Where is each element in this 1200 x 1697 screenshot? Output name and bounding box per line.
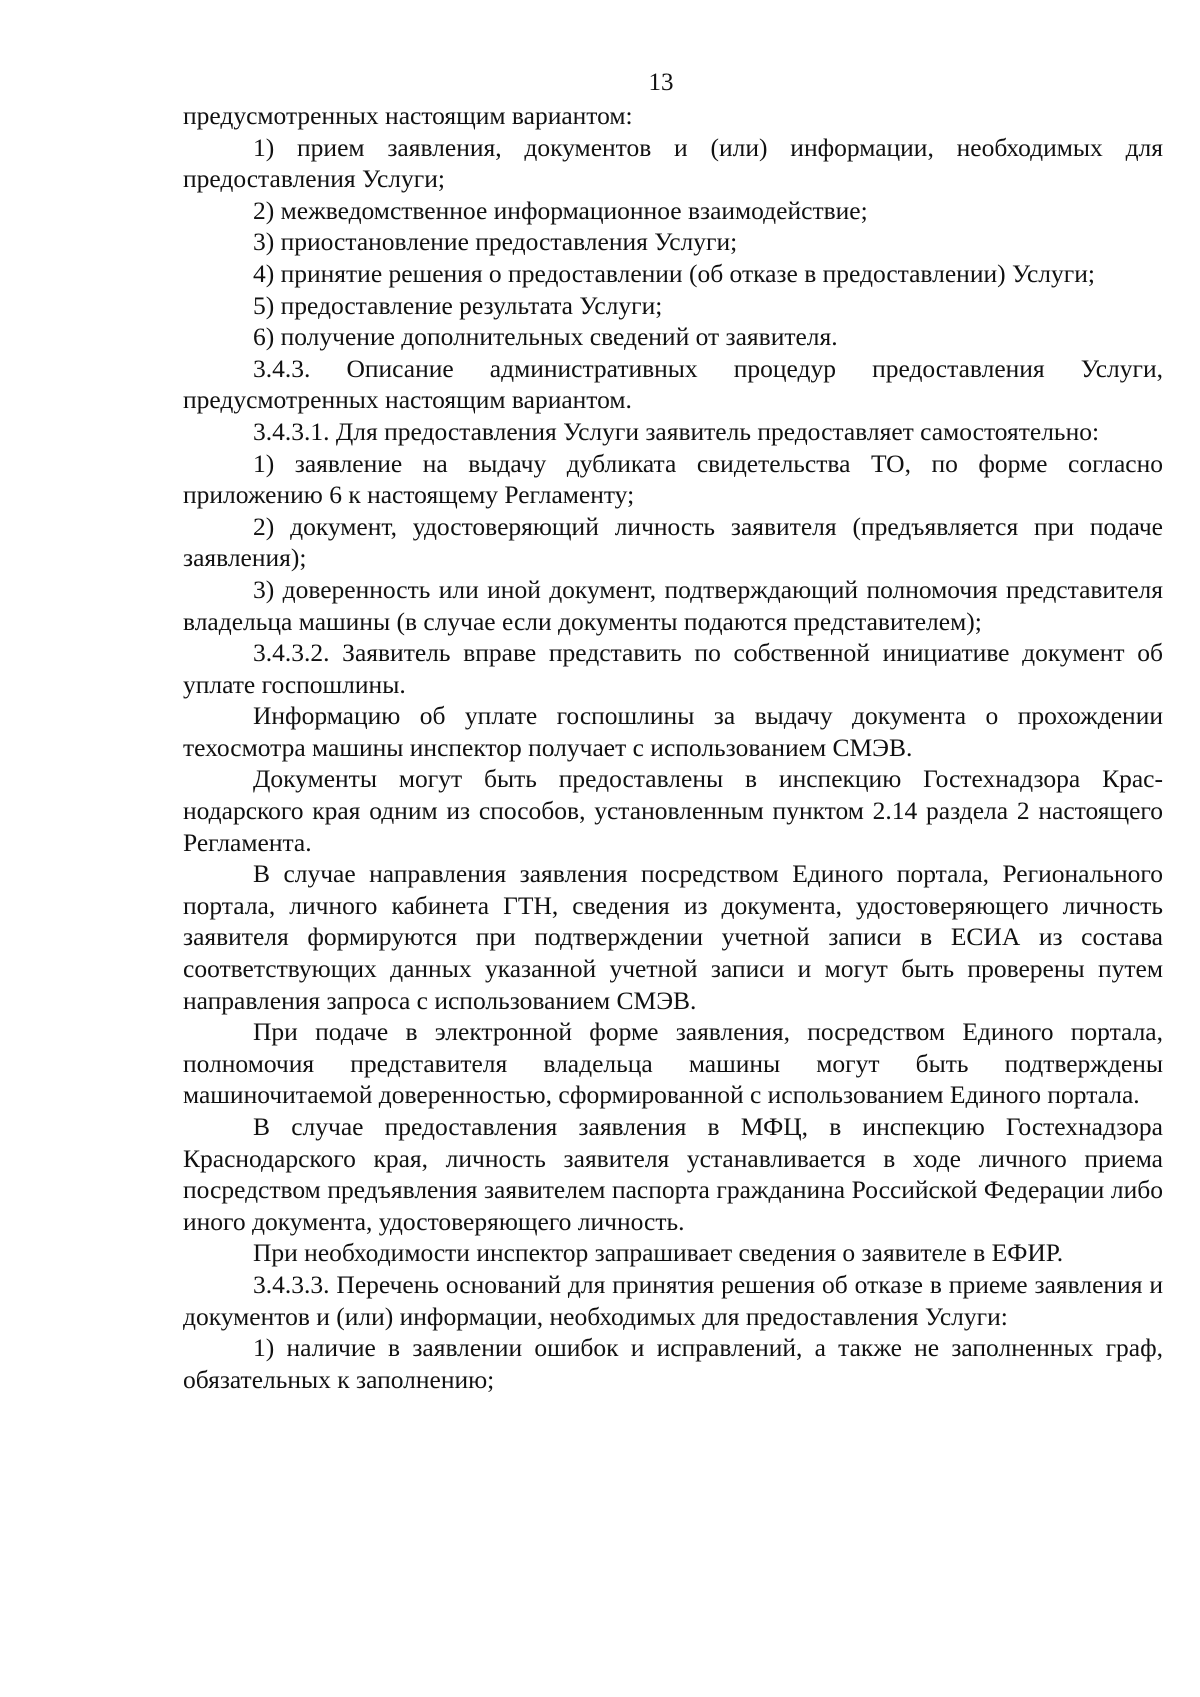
paragraph-section-3-4-3-3: 3.4.3.3. Перечень оснований для принятия решения об отказе в приеме заявления и документов и (или) информации, необходимых для предоставления Услуги: — [183, 1269, 1163, 1331]
paragraph-section-3-4-3-1: 3.4.3.1. Для предоставления Услуги заявитель предоставляет самостоятельно: — [253, 416, 1100, 446]
paragraph-section-3-4-3-2: 3.4.3.2. Заявитель вправе представить по собственной инициативе документ об уплате госпошлины. — [183, 638, 1163, 699]
paragraph-efir-request: При необходимости инспектор запрашивает сведения о заявителе в ЕФИР. — [253, 1238, 1064, 1268]
paragraph-fee-info: Информацию об уплате госпошлины за выдачу документа о прохождении техосмотра машины инспектор получает с использованием СМЭВ. — [183, 701, 1163, 762]
document-body — [183, 100, 1163, 1395]
paragraph-item-suspension: 3) приостановление предоставления Услуги; — [253, 227, 738, 257]
paragraph-portal-identity: В случае направления заявления посредством Единого портала, Регионального портала, личного кабинета ГТН, сведения из документа, удостоверяющего личность заявителя формируются при подтверждении учетной записи в ЕСИА из состава соответствующих данных указанной учетной записи и могут быть проверены путем направления запроса с использованием СМЭВ. — [183, 859, 1163, 1015]
paragraph-item-reception: 1) прием заявления, документов и (или) информации, необходимых для предоставления Услуги; — [183, 132, 1163, 194]
paragraph-item-decision: 4) принятие решения о предоставлении (об отказе в предоставлении) Услуги; — [253, 258, 1095, 288]
paragraph-doc-application: 1) заявление на выдачу дубликата свидетельства ТО, по форме согласно приложению 6 к настоящему Регламенту; — [183, 448, 1163, 510]
paragraph-item-additional-info: 6) получение дополнительных сведений от заявителя. — [253, 322, 838, 352]
paragraph-doc-identity: 2) документ, удостоверяющий личность заявителя (предъявляется при подаче заявления); — [183, 511, 1163, 573]
paragraph-mfc-identity: В случае предоставления заявления в МФЦ, в инспекцию Гостехнадзора Краснодарского края, личность заявителя устанавливается в ходе личного приема посредством предъявления заявителем паспорта гражданина Российской Федерации либо иного документа, удостоверяющего личность. — [183, 1112, 1163, 1236]
paragraph-item-interagency: 2) межведомственное информационное взаимодействие; — [253, 195, 868, 225]
paragraph-refusal-reason-1: 1) наличие в заявлении ошибок и исправлений, а также не заполненных граф, обязательных к заполнению; — [183, 1333, 1163, 1394]
paragraph-item-result: 5) предоставление результата Услуги; — [253, 290, 663, 320]
paragraph-doc-power-of-attorney: 3) доверенность или иной документ, подтверждающий полномочия представителя владельца машины (в случае если документы подаются представителем); — [183, 574, 1163, 636]
paragraph-section-3-4-3: 3.4.3. Описание административных процедур предоставления Услуги, предусмотренных настоящим вариантом. — [183, 353, 1163, 415]
paragraph-submission-methods: Документы могут быть предоставлены в инспекцию Гостехнадзора Краснодарского края одним из способов, установленным пунктом 2.14 раздела 2 настоящего Регламента. — [183, 764, 1163, 857]
page-number: 13 — [648, 69, 674, 96]
paragraph-electronic-attorney: При подаче в электронной форме заявления, посредством Единого портала, полномочия представителя владельца машины могут быть подтверждены машиночитаемой доверенностью, сформированной с использованием Единого портала. — [183, 1017, 1163, 1110]
paragraph-intro: предусмотренных настоящим вариантом: — [183, 101, 633, 130]
